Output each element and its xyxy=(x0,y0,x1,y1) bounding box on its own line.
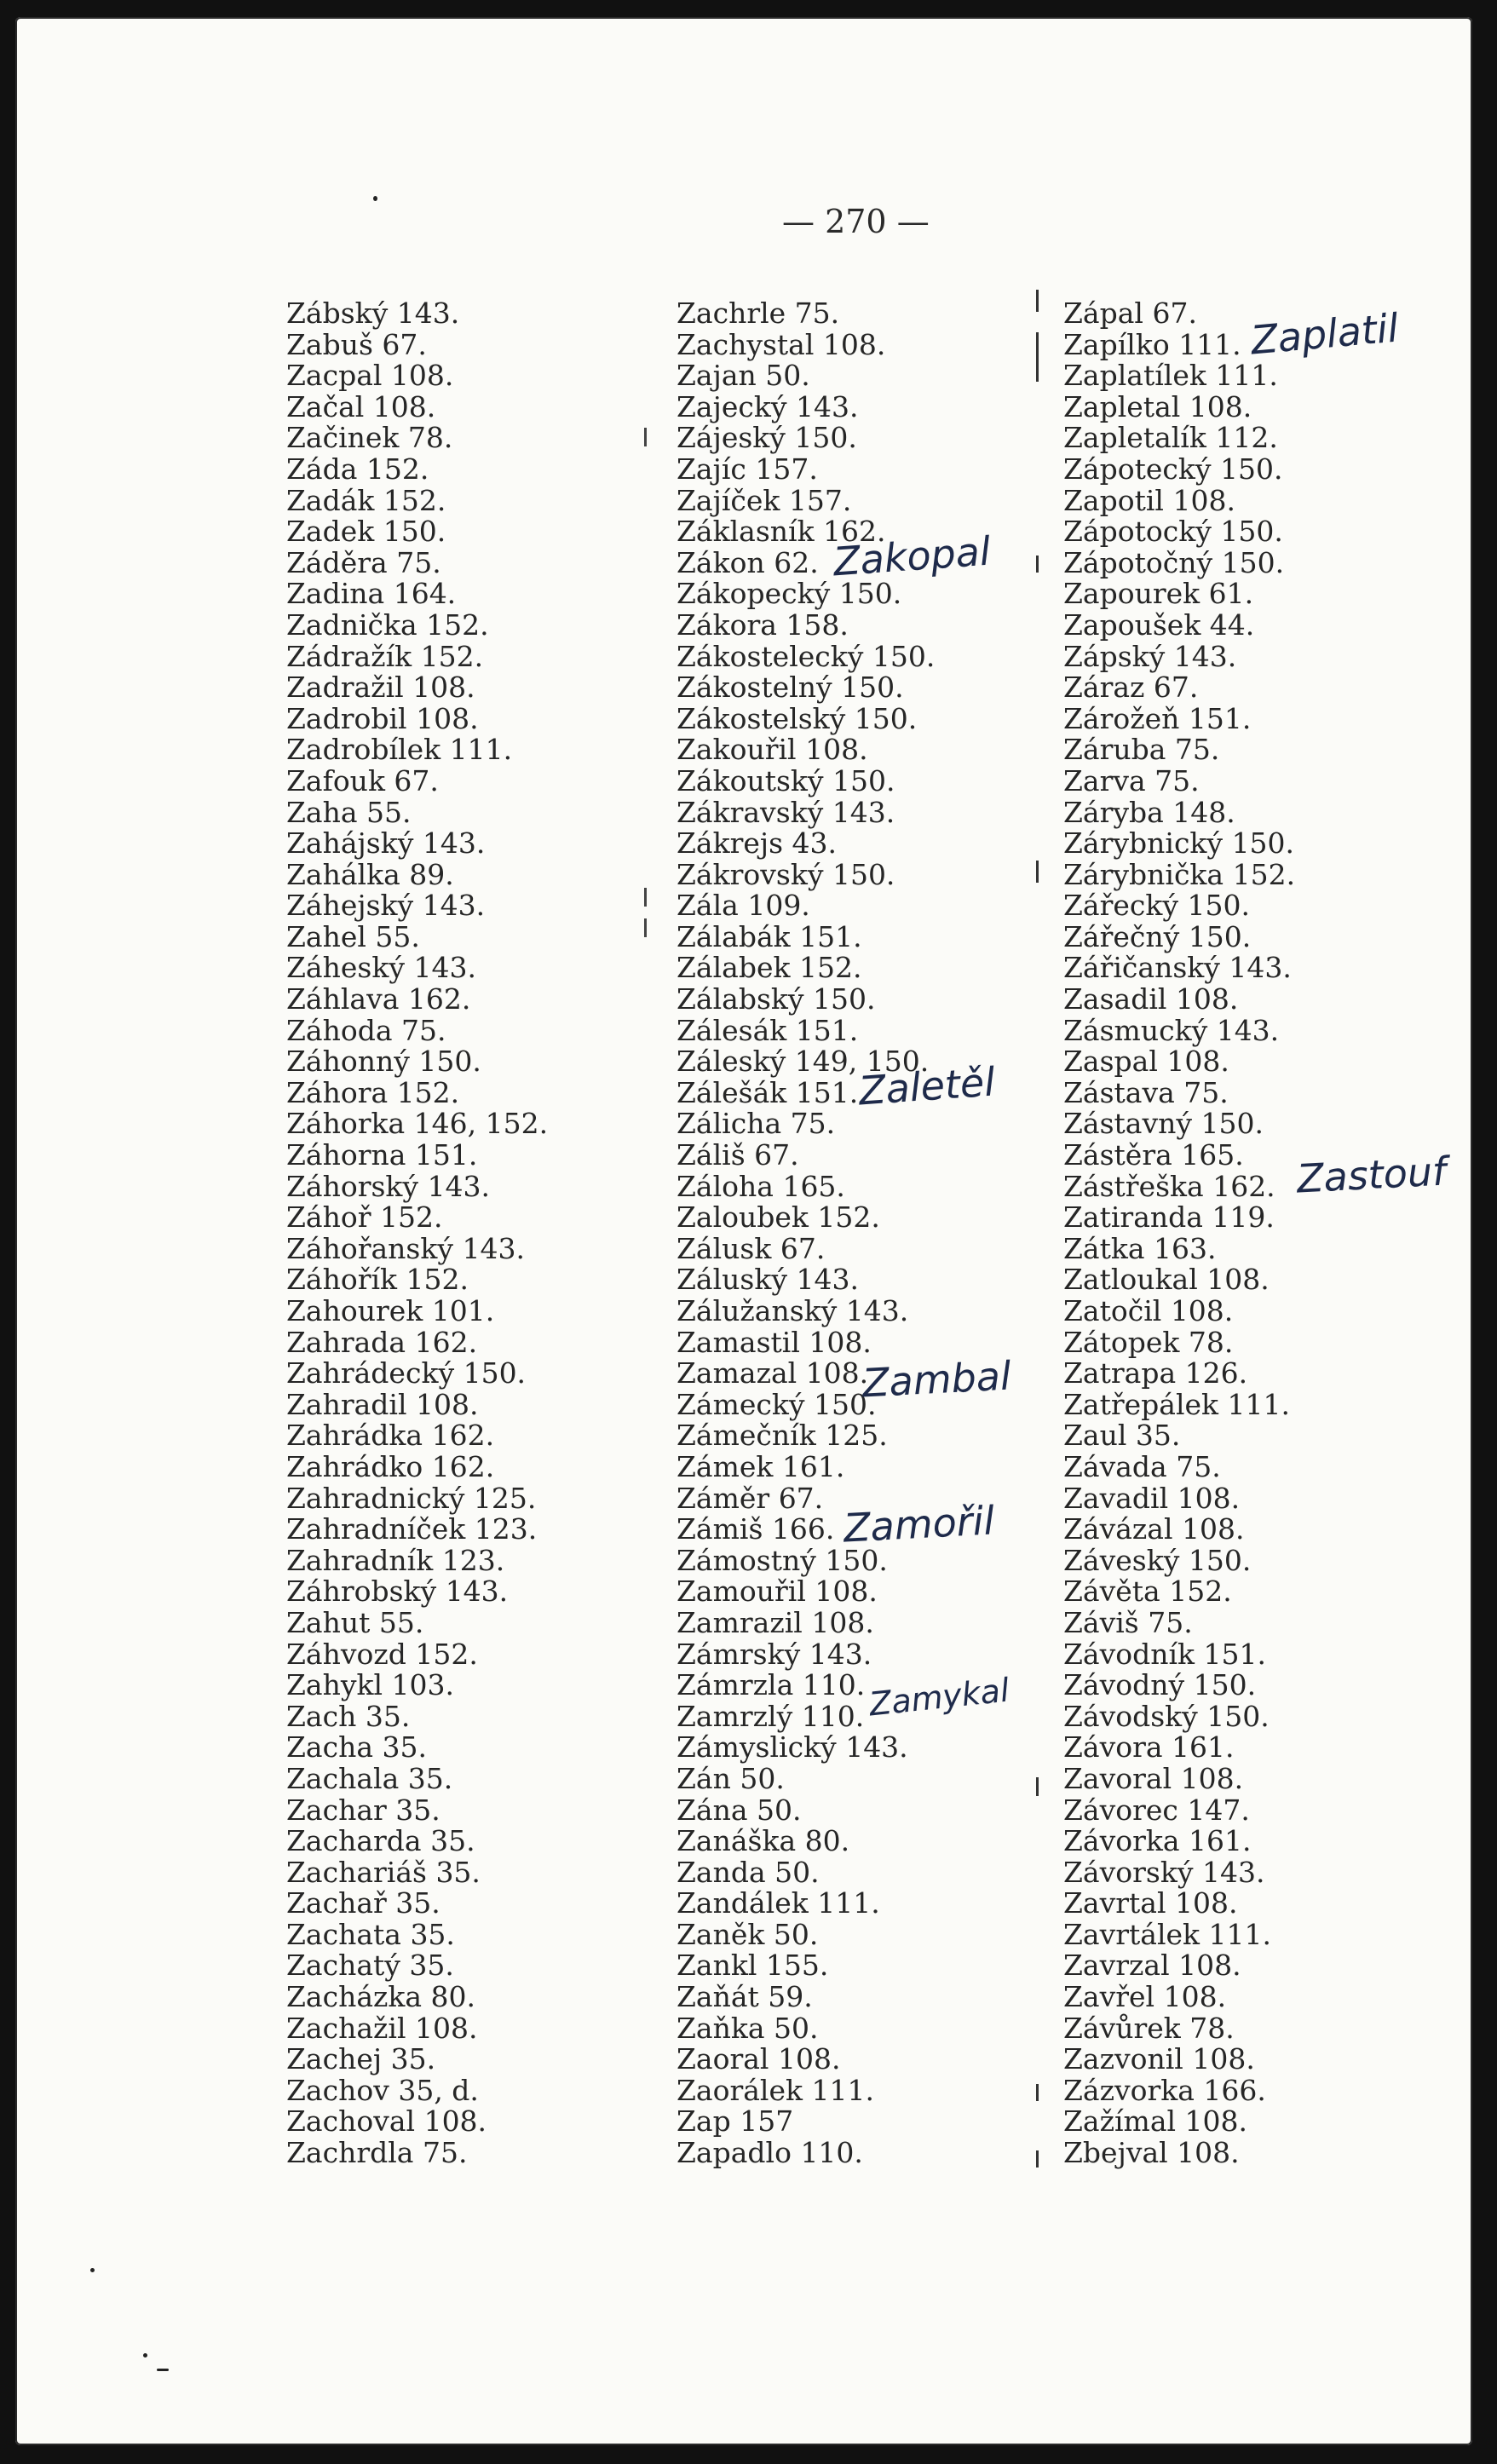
surname-entry: Zatiranda 119. xyxy=(1063,1200,1275,1235)
surname-entry: Zahut 55. xyxy=(286,1605,424,1639)
surname-entry: Zavoral 108. xyxy=(1063,1761,1244,1795)
surname-entry: Záhořík 152. xyxy=(286,1263,469,1297)
surname-entry: Zákrejs 43. xyxy=(677,826,838,861)
surname-entry: Závodný 150. xyxy=(1063,1668,1257,1702)
surname-entry: Závázal 108. xyxy=(1063,1512,1245,1546)
surname-entry: Zatřepálek 111. xyxy=(1063,1387,1291,1421)
surname-entry: Zahradník 123. xyxy=(286,1543,505,1577)
surname-entry: Zajecký 143. xyxy=(677,389,859,423)
surname-entry: Zahálka 89. xyxy=(286,857,454,891)
margin-bar xyxy=(644,888,647,907)
surname-entry: Zamrzlý 110. xyxy=(677,1699,865,1733)
surname-entry: Zachař 35. xyxy=(286,1886,440,1920)
surname-entry: Zahradníček 123. xyxy=(286,1512,538,1546)
surname-entry: Zástavný 150. xyxy=(1063,1107,1264,1141)
surname-entry: Zasadil 108. xyxy=(1063,982,1239,1016)
surname-entry: Zámecký 150. xyxy=(677,1387,877,1421)
surname-entry: Zálešák 151. xyxy=(677,1075,859,1109)
surname-entry: Zanda 50. xyxy=(677,1855,820,1889)
surname-entry: Zakouřil 108. xyxy=(677,733,868,767)
surname-entry: Zámyslický 143. xyxy=(677,1730,908,1765)
surname-entry: Zachej 35. xyxy=(286,2042,436,2076)
document-page xyxy=(15,17,1472,2445)
surname-entry: Zajan 50. xyxy=(677,359,810,393)
surname-entry: Zána 50. xyxy=(677,1793,802,1827)
surname-entry: Zahrádko 162. xyxy=(286,1449,495,1483)
surname-entry: Zápotocký 150. xyxy=(1063,515,1283,549)
surname-entry: Zálicha 75. xyxy=(677,1107,836,1141)
surname-entry: Závora 161. xyxy=(1063,1730,1235,1765)
surname-entry: Zapourek 61. xyxy=(1063,577,1254,611)
surname-entry: Zajíček 157. xyxy=(677,483,852,517)
surname-entry: Zahradil 108. xyxy=(286,1387,479,1421)
surname-entry: Zázvorka 166. xyxy=(1063,2073,1266,2107)
surname-entry: Závodník 151. xyxy=(1063,1637,1267,1671)
surname-entry: Záryba 148. xyxy=(1063,795,1235,829)
surname-entry: Zájeský 150. xyxy=(677,421,857,455)
surname-entry: Zástřeška 162. xyxy=(1063,1169,1275,1203)
surname-entry: Zápotecký 150. xyxy=(1063,452,1283,486)
handwritten-note: Zambal xyxy=(861,1352,1012,1407)
surname-entry: Závorec 147. xyxy=(1063,1793,1250,1827)
surname-entry: Zámek 161. xyxy=(677,1449,845,1483)
surname-entry: Zachrdla 75. xyxy=(286,2136,468,2170)
surname-entry: Zaspal 108. xyxy=(1063,1045,1229,1079)
surname-entry: Zacpal 108. xyxy=(286,359,454,393)
surname-entry: Zápotočný 150. xyxy=(1063,545,1285,579)
surname-entry: Zahájský 143. xyxy=(286,826,486,861)
surname-entry: Zachažil 108. xyxy=(286,2011,478,2045)
surname-entry: Závěta 152. xyxy=(1063,1575,1232,1609)
surname-entry: Záheský 143. xyxy=(286,951,476,985)
surname-entry: Zaoral 108. xyxy=(677,2042,841,2076)
surname-entry: Zárybnický 150. xyxy=(1063,826,1295,861)
margin-bar xyxy=(644,918,647,937)
surname-entry: Záhlava 162. xyxy=(286,982,471,1016)
scan-speck xyxy=(373,196,377,201)
surname-entry: Zarva 75. xyxy=(1063,763,1200,797)
surname-entry: Záviš 75. xyxy=(1063,1605,1193,1639)
surname-entry: Zaňát 59. xyxy=(677,1980,813,2014)
surname-entry: Zádražík 152. xyxy=(286,639,484,673)
surname-entry: Závodský 150. xyxy=(1063,1699,1270,1733)
surname-entry: Zákravský 143. xyxy=(677,795,895,829)
surname-entry: Zátka 163. xyxy=(1063,1231,1217,1265)
surname-entry: Zála 109. xyxy=(677,889,810,923)
surname-entry: Zahrádecký 150. xyxy=(286,1356,527,1390)
surname-entry: Zadnička 152. xyxy=(286,607,489,642)
margin-bar xyxy=(1036,2084,1039,2101)
surname-entry: Zálusk 67. xyxy=(677,1231,826,1265)
surname-entry: Zajíc 157. xyxy=(677,452,818,486)
surname-entry: Zacha 35. xyxy=(286,1730,427,1765)
surname-entry: Zach 35. xyxy=(286,1699,411,1733)
surname-entry: Zákrovský 150. xyxy=(677,857,895,891)
surname-entry: Zazvonil 108. xyxy=(1063,2042,1255,2076)
surname-entry: Zásmucký 143. xyxy=(1063,1013,1280,1047)
surname-entry: Záveský 150. xyxy=(1063,1543,1252,1577)
surname-entry: Zachystal 108. xyxy=(677,327,886,361)
surname-entry: Zapílko 111. xyxy=(1063,327,1241,361)
surname-entry: Zaorálek 111. xyxy=(677,2073,874,2107)
surname-entry: Zaul 35. xyxy=(1063,1419,1181,1453)
surname-entry: Zaplatílek 111. xyxy=(1063,359,1278,393)
surname-entry: Záklasník 162. xyxy=(677,515,886,549)
surname-entry: Zahykl 103. xyxy=(286,1668,455,1702)
surname-entry: Závorka 161. xyxy=(1063,1824,1252,1858)
surname-entry: Zachata 35. xyxy=(286,1917,455,1951)
surname-entry: Zaněk 50. xyxy=(677,1917,819,1951)
surname-entry: Zámrzla 110. xyxy=(677,1668,866,1702)
surname-entry: Zamazal 108. xyxy=(677,1356,869,1390)
surname-column-3 xyxy=(1063,298,1295,2169)
margin-bar xyxy=(1036,2150,1039,2168)
surname-entry: Zavadil 108. xyxy=(1063,1481,1241,1515)
surname-entry: Zamastil 108. xyxy=(677,1325,872,1359)
surname-entry: Zacharda 35. xyxy=(286,1824,475,1858)
surname-entry: Zandálek 111. xyxy=(677,1886,880,1920)
surname-entry: Záměr 67. xyxy=(677,1481,824,1515)
surname-entry: Záděra 75. xyxy=(286,545,441,579)
surname-entry: Zábský 143. xyxy=(286,296,460,330)
surname-entry: Zanáška 80. xyxy=(677,1824,850,1858)
surname-entry: Zadražil 108. xyxy=(286,671,475,705)
surname-entry: Zap 157 xyxy=(677,2104,794,2139)
surname-entry: Záhořanský 143. xyxy=(286,1231,525,1265)
surname-entry: Záhorna 151. xyxy=(286,1138,478,1172)
surname-entry: Záhoda 75. xyxy=(286,1013,446,1047)
surname-entry: Záleský 149, 150. xyxy=(677,1045,930,1079)
surname-entry: Zahradnický 125. xyxy=(286,1481,537,1515)
surname-entry: Zavrzal 108. xyxy=(1063,1949,1241,1983)
scan-speck xyxy=(90,2268,95,2272)
surname-entry: Zadák 152. xyxy=(286,483,446,517)
surname-entry: Zankl 155. xyxy=(677,1949,829,1983)
surname-entry: Zámiš 166. xyxy=(677,1512,835,1546)
handwritten-note: Zakopal xyxy=(832,527,993,585)
surname-entry: Zadrobil 108. xyxy=(286,701,479,735)
surname-entry: Záraz 67. xyxy=(1063,671,1199,705)
surname-entry: Zámostný 150. xyxy=(677,1543,888,1577)
margin-bar xyxy=(644,428,647,446)
surname-entry: Zámečník 125. xyxy=(677,1419,888,1453)
surname-entry: Zaha 55. xyxy=(286,795,412,829)
surname-entry: Zadrobílek 111. xyxy=(286,733,513,767)
surname-entry: Záluský 143. xyxy=(677,1263,859,1297)
surname-entry: Zavrtálek 111. xyxy=(1063,1917,1272,1951)
page-number: — 270 — xyxy=(782,203,930,240)
surname-entry: Začal 108. xyxy=(286,389,436,423)
surname-entry: Zahrádka 162. xyxy=(286,1419,495,1453)
surname-entry: Zápský 143. xyxy=(1063,639,1237,673)
surname-entry: Závada 75. xyxy=(1063,1449,1221,1483)
surname-entry: Zachariáš 35. xyxy=(286,1855,481,1889)
surname-entry: Zapadlo 110. xyxy=(677,2136,863,2170)
margin-bar xyxy=(1036,556,1039,573)
surname-entry: Záhonný 150. xyxy=(286,1045,481,1079)
surname-entry: Zákostelný 150. xyxy=(677,671,904,705)
handwritten-note: Zaplatil xyxy=(1248,304,1401,364)
surname-entry: Záhvozd 152. xyxy=(286,1637,478,1671)
surname-entry: Záhrobský 143. xyxy=(286,1575,509,1609)
surname-entry: Zatloukal 108. xyxy=(1063,1263,1270,1297)
surname-entry: Zachala 35. xyxy=(286,1761,453,1795)
surname-entry: Zákostelský 150. xyxy=(677,701,918,735)
surname-entry: Záda 152. xyxy=(286,452,429,486)
surname-entry: Zatočil 108. xyxy=(1063,1294,1234,1327)
surname-entry: Zapletal 108. xyxy=(1063,389,1252,423)
surname-entry: Zadek 150. xyxy=(286,515,446,549)
surname-entry: Zbejval 108. xyxy=(1063,2136,1240,2170)
surname-entry: Zámrský 143. xyxy=(677,1637,872,1671)
surname-entry: Zálabek 152. xyxy=(677,951,862,985)
surname-entry: Zálesák 151. xyxy=(677,1013,859,1047)
surname-entry: Zástěra 165. xyxy=(1063,1138,1244,1172)
margin-bar xyxy=(1036,290,1039,312)
surname-entry: Zažímal 108. xyxy=(1063,2104,1248,2139)
surname-entry: Záhoř 152. xyxy=(286,1200,443,1235)
surname-entry: Zachov 35, d. xyxy=(286,2073,479,2107)
surname-column-1 xyxy=(286,298,548,2169)
handwritten-note: Zamykal xyxy=(867,1671,1011,1724)
surname-entry: Zálužanský 143. xyxy=(677,1294,909,1327)
margin-bar xyxy=(1036,1777,1039,1796)
surname-entry: Zákoutský 150. xyxy=(677,763,895,797)
surname-entry: Zákora 158. xyxy=(677,607,849,642)
surname-entry: Záloha 165. xyxy=(677,1169,845,1203)
surname-entry: Zahourek 101. xyxy=(286,1294,495,1327)
surname-entry: Zahel 55. xyxy=(286,919,420,953)
surname-entry: Záhorský 143. xyxy=(286,1169,491,1203)
surname-entry: Zálabský 150. xyxy=(677,982,876,1016)
surname-entry: Záhora 152. xyxy=(286,1075,460,1109)
surname-entry: Zachar 35. xyxy=(286,1793,440,1827)
surname-entry: Zástava 75. xyxy=(1063,1075,1229,1109)
surname-entry: Zákopecký 150. xyxy=(677,577,902,611)
surname-entry: Zářečný 150. xyxy=(1063,919,1252,953)
surname-entry: Zafouk 67. xyxy=(286,763,439,797)
surname-entry: Zákon 62. xyxy=(677,545,819,579)
scan-speck xyxy=(157,2369,169,2371)
surname-entry: Zavřel 108. xyxy=(1063,1980,1227,2014)
surname-entry: Začinek 78. xyxy=(286,421,453,455)
scan-speck xyxy=(143,2353,147,2357)
surname-entry: Zálabák 151. xyxy=(677,919,862,953)
surname-entry: Zamrazil 108. xyxy=(677,1605,874,1639)
surname-entry: Zapletalík 112. xyxy=(1063,421,1278,455)
surname-entry: Záliš 67. xyxy=(677,1138,799,1172)
margin-bar xyxy=(1036,861,1039,883)
surname-entry: Zářecký 150. xyxy=(1063,889,1250,923)
surname-entry: Zachatý 35. xyxy=(286,1949,454,1983)
surname-entry: Zátopek 78. xyxy=(1063,1325,1234,1359)
surname-entry: Závůrek 78. xyxy=(1063,2011,1235,2045)
margin-bar xyxy=(1036,332,1039,382)
surname-entry: Zavrtal 108. xyxy=(1063,1886,1238,1920)
surname-entry: Zapotil 108. xyxy=(1063,483,1235,517)
surname-entry: Zářičanský 143. xyxy=(1063,951,1292,985)
surname-entry: Zárybnička 152. xyxy=(1063,857,1296,891)
surname-entry: Zabuš 67. xyxy=(286,327,427,361)
surname-entry: Zaloubek 152. xyxy=(677,1200,880,1235)
surname-entry: Zán 50. xyxy=(677,1761,785,1795)
surname-entry: Zamouřil 108. xyxy=(677,1575,878,1609)
surname-entry: Zacházka 80. xyxy=(286,1980,476,2014)
surname-entry: Zahrada 162. xyxy=(286,1325,478,1359)
surname-entry: Záruba 75. xyxy=(1063,733,1220,767)
surname-entry: Zákostelecký 150. xyxy=(677,639,936,673)
handwritten-note: Zastouf xyxy=(1295,1148,1448,1202)
surname-entry: Zachoval 108. xyxy=(286,2104,487,2139)
handwritten-note: Zamořil xyxy=(842,1497,996,1552)
surname-entry: Zaňka 50. xyxy=(677,2011,819,2045)
surname-entry: Zápal 67. xyxy=(1063,296,1197,330)
surname-entry: Záhejský 143. xyxy=(286,889,486,923)
surname-entry: Zárožeň 151. xyxy=(1063,701,1252,735)
surname-entry: Zadina 164. xyxy=(286,577,457,611)
surname-entry: Zachrle 75. xyxy=(677,296,840,330)
handwritten-note: Zaletěl xyxy=(857,1058,997,1114)
surname-entry: Zatrapa 126. xyxy=(1063,1356,1248,1390)
surname-entry: Zapoušek 44. xyxy=(1063,607,1255,642)
surname-entry: Závorský 143. xyxy=(1063,1855,1265,1889)
surname-entry: Záhorka 146, 152. xyxy=(286,1107,549,1141)
